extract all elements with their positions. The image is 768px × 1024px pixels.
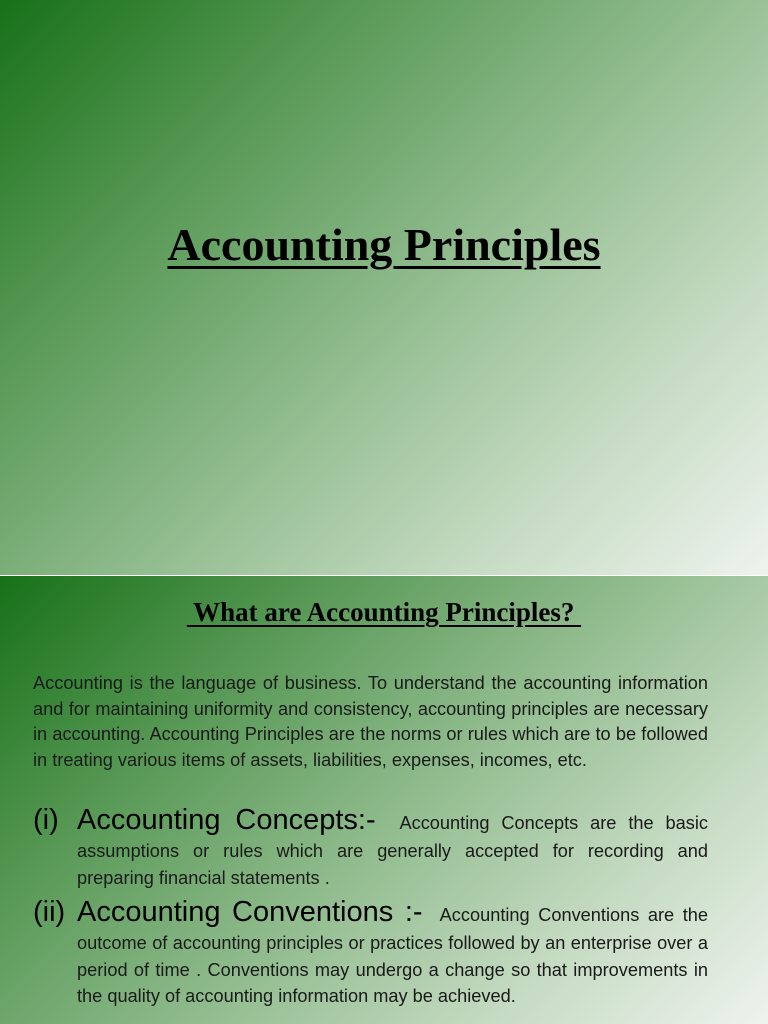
point-heading: Accounting Concepts:-: [77, 804, 376, 836]
content-slide: [0, 576, 768, 1024]
point-marker: (i): [33, 804, 59, 836]
point-body: [77, 894, 708, 1010]
section-heading-text: What are Accounting Principles?: [186, 597, 582, 627]
point-accounting-concepts: [33, 802, 708, 891]
point-text: Accounting Conventions are the outcome of accounting principles or practices followed by an enterprise over a period of time . Conventions may undergo a change so that improvements in the quality of accounting information may be achieved.: [77, 905, 709, 1006]
point-body: [77, 802, 708, 891]
point-marker: (ii): [33, 896, 66, 928]
slide-title: Accounting Principles: [167, 219, 601, 270]
section-heading: [0, 597, 768, 628]
point-text: Accounting Concepts are the basic assumptions or rules which are generally accepted for recording and preparing financial statements .: [77, 813, 708, 888]
intro-paragraph: Accounting is the language of business. To understand the accounting information and for maintaining uniformity and consistency, accounting principles are necessary in accounting. Accounting Principles are the norms or rules which are to be followed in treating various items of assets, liabilities, expenses, incomes, etc.: [33, 673, 708, 770]
point-heading: Accounting Conventions :-: [77, 896, 423, 928]
point-accounting-conventions: [33, 894, 708, 1010]
